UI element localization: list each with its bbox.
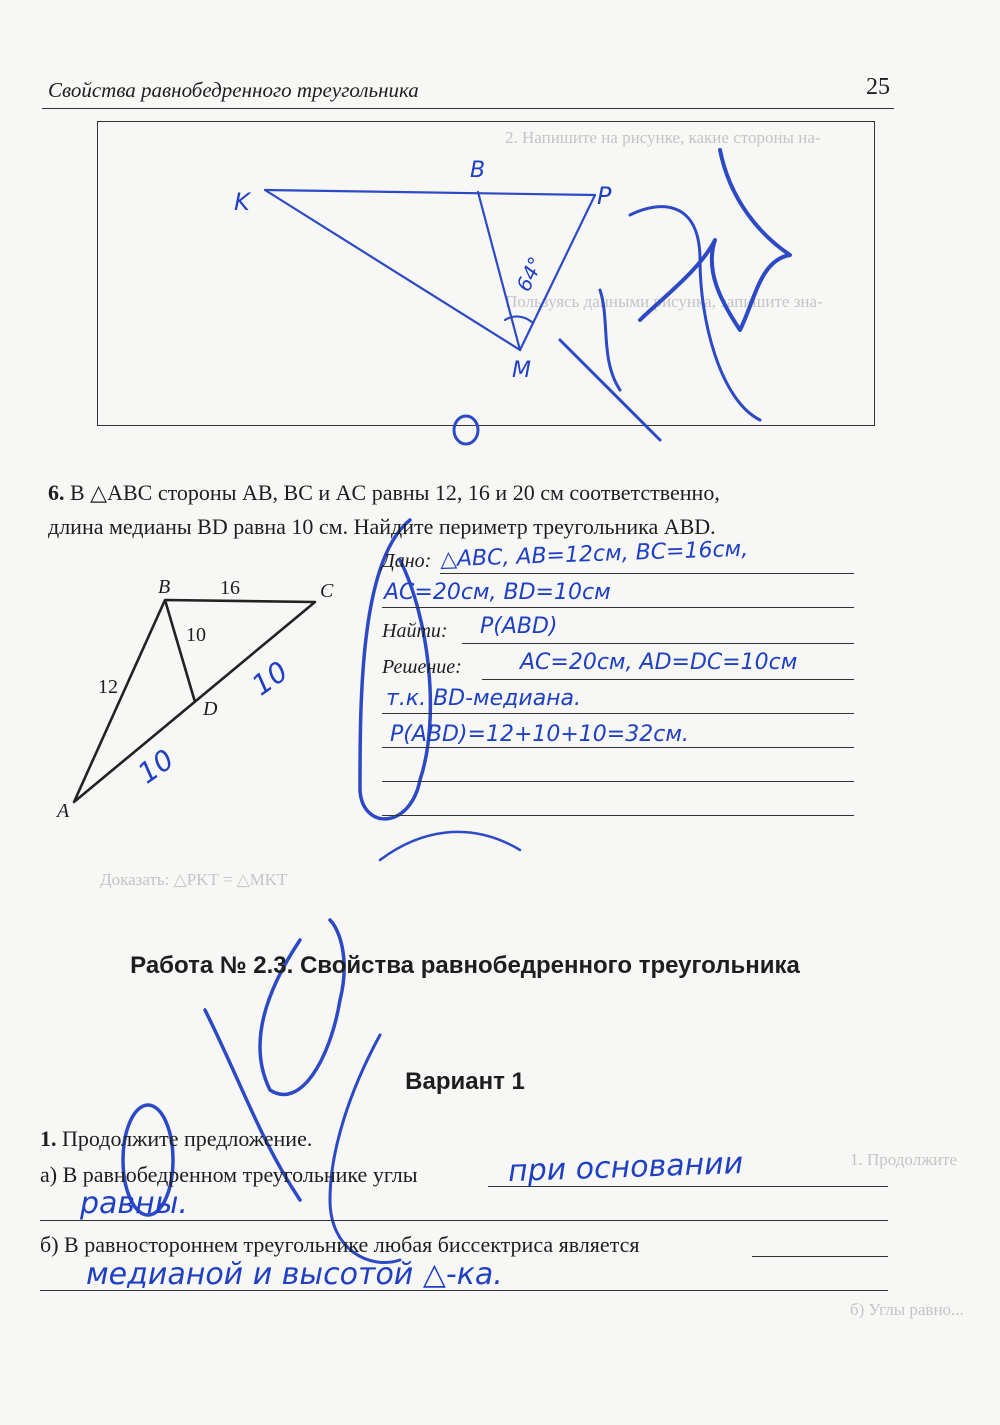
find-label: Найти: xyxy=(382,620,448,642)
signature-stroke xyxy=(380,832,520,860)
answer-line xyxy=(752,1256,888,1257)
work-title: Работа № 2.3. Свойства равнобедренного треугольника xyxy=(130,952,800,979)
signature-circle xyxy=(454,416,478,444)
handwritten-given-1: △ABC, AB=12см, BC=16см, xyxy=(439,536,749,573)
ghost-text: Доказать: △PKT = △MKT xyxy=(100,870,288,889)
point-b-label: B xyxy=(158,576,171,598)
vertex-label-p: P xyxy=(597,182,612,210)
task1-statement xyxy=(40,1124,312,1154)
answer-line xyxy=(382,747,854,748)
task6-number: 6. xyxy=(48,480,65,505)
task1-number: 1. xyxy=(40,1126,57,1151)
answer-line xyxy=(382,607,854,608)
vertex-label-k: K xyxy=(234,188,250,216)
point-a-label: A xyxy=(57,800,70,822)
solution-label: Решение: xyxy=(382,656,462,678)
vertex-label-m: M xyxy=(512,358,531,383)
task1-prompt: Продолжите предложение. xyxy=(56,1126,313,1151)
task1-part-a: а) В равнобедренном треугольнике углы xyxy=(40,1162,418,1187)
task1-part-b: б) В равностороннем треугольнике любая биссектриса является xyxy=(40,1232,640,1257)
handwritten-solution-1: AC=20см, AD=DC=10см xyxy=(520,650,798,675)
variant-title: Вариант 1 xyxy=(405,1068,525,1095)
answer-line xyxy=(382,781,854,782)
median-bd-label: 10 xyxy=(186,624,206,646)
angle-arc xyxy=(505,316,532,322)
ghost-text: Пользуясь данными рисунка, запишите зна- xyxy=(505,292,823,311)
triangle-side-kp xyxy=(265,190,595,195)
answer-line xyxy=(440,573,854,574)
signature-stroke xyxy=(560,340,660,440)
given-label: Дано: xyxy=(382,550,432,572)
handwritten-solution-2: т.к. BD-медиана. xyxy=(386,686,582,711)
handwritten-find: P(ABD) xyxy=(480,614,558,639)
vertex-label-b: B xyxy=(470,158,486,183)
task6-line1: В △ABC стороны AB, BC и AC равны 12, 16 и 20 см соответственно, xyxy=(64,480,720,505)
handwritten-task1-b: медианой и высотой △-ка. xyxy=(86,1257,503,1292)
task6-statement xyxy=(48,478,898,508)
signature-stroke xyxy=(600,290,620,390)
handwritten-given-2: AC=20см, BD=10см xyxy=(384,580,611,605)
triangle-segment-bm xyxy=(478,192,520,350)
handwritten-dc-length: 10 xyxy=(245,654,294,703)
running-header: Свойства равнобедренного треугольника xyxy=(48,78,419,102)
task6-line2: длина медианы BD равна 10 см. Найдите периметр треугольника ABD. xyxy=(48,514,716,539)
side-ab-label: 12 xyxy=(98,676,118,698)
side-bc-label: 16 xyxy=(220,577,240,599)
answer-line xyxy=(382,713,854,714)
handwritten-task1-a-2: равны. xyxy=(80,1186,188,1221)
angle-label: 64° xyxy=(511,252,549,296)
ghost-text: б) Углы равно... xyxy=(850,1300,964,1319)
answer-line xyxy=(462,643,854,644)
handwritten-solution-3: P(ABD)=12+10+10=32см. xyxy=(390,722,689,747)
page-number: 25 xyxy=(866,74,890,100)
handwritten-task1-a-1: при основании xyxy=(507,1145,744,1190)
ghost-text: 1. Продолжите xyxy=(850,1150,958,1169)
answer-line xyxy=(382,815,854,816)
point-c-label: C xyxy=(320,580,334,602)
signature-stroke xyxy=(640,150,790,330)
triangle-side-km xyxy=(265,190,520,350)
ghost-text: 2. Напишите на рисунке, какие стороны на- xyxy=(505,128,821,147)
point-d-label: D xyxy=(203,698,218,720)
handwritten-ad-length: 10 xyxy=(131,742,180,791)
answer-line xyxy=(482,679,854,680)
